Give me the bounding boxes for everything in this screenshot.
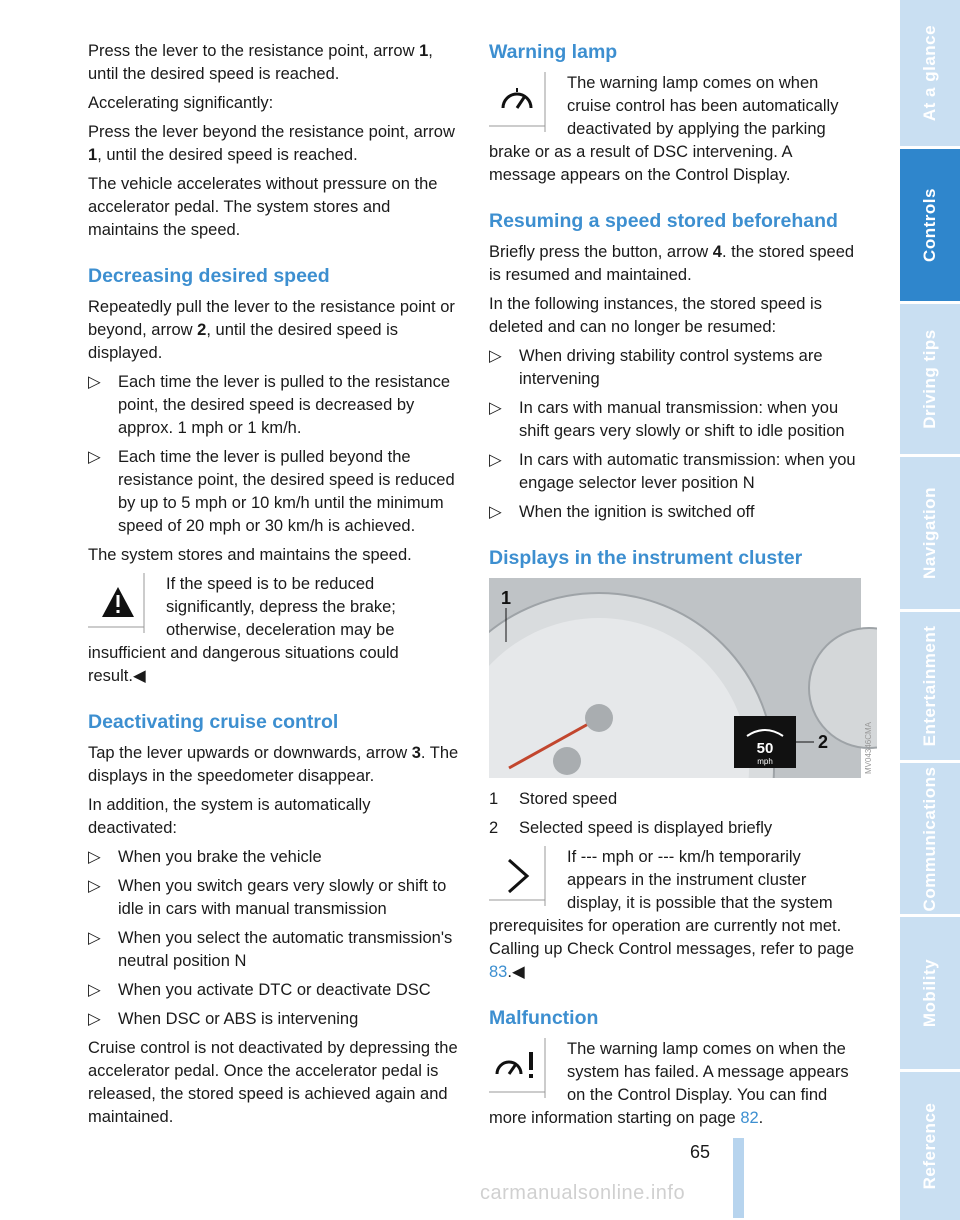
chapter-tabs xyxy=(900,0,960,1220)
warning-triangle-icon xyxy=(88,573,154,633)
end-mark-icon: ◀ xyxy=(511,963,525,981)
list-item: ▷ When you select the automatic transmission's neutral position N xyxy=(88,929,453,970)
photo-callout-2: 2 xyxy=(818,732,829,752)
photo-speed: 50 xyxy=(756,740,774,757)
list-item: ▷ When DSC or ABS is intervening xyxy=(88,1008,460,1031)
bullet-marker-icon: ▷ xyxy=(88,448,101,466)
tab-mobility[interactable]: Mobility xyxy=(900,917,960,1069)
paragraph: The vehicle accelerates without pressure on the accelerator pedal. The system stores and maintains the speed. xyxy=(88,175,438,239)
list-item: 1 Stored speed xyxy=(489,790,618,808)
page-link-82[interactable]: 82 xyxy=(740,1109,759,1127)
warning-lamp-note: The warning lamp comes on when cruise control has been automatically deactivated by applying the parking brake or as a result of DSC intervening. A message appears on the Control Display. xyxy=(489,74,839,184)
bullet-marker-icon: ▷ xyxy=(88,373,101,391)
info-note: If --- mph or --- km/h temporarily appears in the instrument cluster display, it is possible that the system prerequisites for operation are currently not met. Calling up Check Control messages, refer to page 83.◀ xyxy=(489,848,855,981)
section-heading-malfunction: Malfunction xyxy=(489,1007,599,1029)
list-item: ▷ When driving stability control systems are intervening xyxy=(489,347,823,388)
paragraph: Press the lever beyond the resistance point, arrow 1, until the desired speed is reached. xyxy=(88,123,455,164)
list-item: ▷ When you activate DTC or deactivate DSC xyxy=(88,979,460,1002)
paragraph: Accelerating significantly: xyxy=(88,94,274,112)
photo-callout-1: 1 xyxy=(501,588,512,608)
page-number: 65 xyxy=(690,1142,711,1162)
malfunction-note: The warning lamp comes on when the system has failed. A message appears on the Control Display. You can find more information starting on page 82. xyxy=(489,1040,849,1127)
page-link-83[interactable]: 83 xyxy=(489,963,508,981)
bullet-marker-icon: ▷ xyxy=(489,503,502,521)
tab-navigation[interactable]: Navigation xyxy=(900,457,960,609)
bullet-marker-icon: ▷ xyxy=(88,929,101,947)
paragraph: Tap the lever upwards or downwards, arrow 3. The displays in the speedometer disappear. xyxy=(88,744,459,785)
bullet-marker-icon: ▷ xyxy=(88,981,101,999)
bullet-marker-icon: ▷ xyxy=(88,877,101,895)
paragraph: Cruise control is not deactivated by depressing the accelerator pedal. Once the accelerator pedal is released, the stored speed is achieved again and maintained. xyxy=(88,1039,458,1126)
watermark: carmanualsonline.info xyxy=(480,1182,686,1204)
list-item: ▷ When the ignition is switched off xyxy=(489,501,861,524)
end-mark-icon: ◀ xyxy=(132,667,146,685)
list-item: ▷ Each time the lever is pulled beyond the resistance point, the desired speed is reduced by up to 5 mph or 10 km/h until the minimum speed of 20 mph or 30 km/h is achieved. xyxy=(88,448,455,535)
bullet-marker-icon: ▷ xyxy=(88,1010,101,1028)
bullet-marker-icon: ▷ xyxy=(88,848,101,866)
section-heading-displays: Displays in the instrument cluster xyxy=(489,547,803,569)
tab-at-a-glance[interactable]: At a glance xyxy=(900,0,960,146)
paragraph: Repeatedly pull the lever to the resistance point or beyond, arrow 2, until the desired speed is displayed. xyxy=(88,298,455,362)
tab-communications[interactable]: Communications xyxy=(900,763,960,914)
cruise-control-malfunction-icon xyxy=(489,1038,555,1098)
page-number-bar xyxy=(733,1138,744,1218)
paragraph: In addition, the system is automatically deactivated: xyxy=(88,796,371,837)
paragraph: Press the lever to the resistance point, arrow 1, until the desired speed is reached. xyxy=(88,42,433,83)
tab-entertainment[interactable]: Entertainment xyxy=(900,612,960,760)
tab-controls[interactable]: Controls xyxy=(900,149,960,301)
paragraph: Briefly press the button, arrow 4. the stored speed is resumed and maintained. xyxy=(489,243,855,284)
bullet-list xyxy=(88,371,460,538)
list-item: ▷ In cars with manual transmission: when you shift gears very slowly or shift to idle position xyxy=(489,399,845,440)
bullet-marker-icon: ▷ xyxy=(489,399,502,417)
list-item: ▷ When you switch gears very slowly or shift to idle in cars with manual transmission xyxy=(88,877,447,918)
cruise-control-warning-lamp-icon xyxy=(489,72,555,132)
tab-reference[interactable]: Reference xyxy=(900,1072,960,1220)
bullet-marker-icon: ▷ xyxy=(489,451,502,469)
paragraph: The system stores and maintains the speed. xyxy=(88,546,412,564)
instrument-cluster-photo xyxy=(489,578,877,778)
tab-driving-tips[interactable]: Driving tips xyxy=(900,304,960,454)
right-column xyxy=(489,40,873,1136)
numbered-list xyxy=(489,788,861,840)
paragraph: In the following instances, the stored speed is deleted and can no longer be resumed: xyxy=(489,295,822,336)
section-heading-decreasing-speed: Decreasing desired speed xyxy=(88,265,330,287)
section-heading-deactivating: Deactivating cruise control xyxy=(88,711,339,733)
bullet-list xyxy=(88,846,460,1031)
photo-code: MV04346CMA xyxy=(864,721,873,774)
list-item: 2 Selected speed is displayed briefly xyxy=(489,819,773,837)
list-item: ▷ Each time the lever is pulled to the resistance point, the desired speed is decreased by approx. 1 mph or 1 km/h. xyxy=(88,373,451,437)
left-column xyxy=(88,40,460,1135)
photo-unit: mph xyxy=(757,757,773,766)
list-item: ▷ When you brake the vehicle xyxy=(88,846,460,869)
bullet-list xyxy=(489,345,861,524)
bullet-marker-icon: ▷ xyxy=(489,347,502,365)
section-heading-warning-lamp: Warning lamp xyxy=(489,41,618,63)
warning-note: If the speed is to be reduced significantly, depress the brake; otherwise, deceleration may be insufficient and dangerous situations could result.◀ xyxy=(88,575,399,685)
list-item: ▷ In cars with automatic transmission: when you engage selector lever position N xyxy=(489,451,856,492)
note-arrow-icon xyxy=(489,846,555,906)
section-heading-resuming: Resuming a speed stored beforehand xyxy=(489,210,838,232)
